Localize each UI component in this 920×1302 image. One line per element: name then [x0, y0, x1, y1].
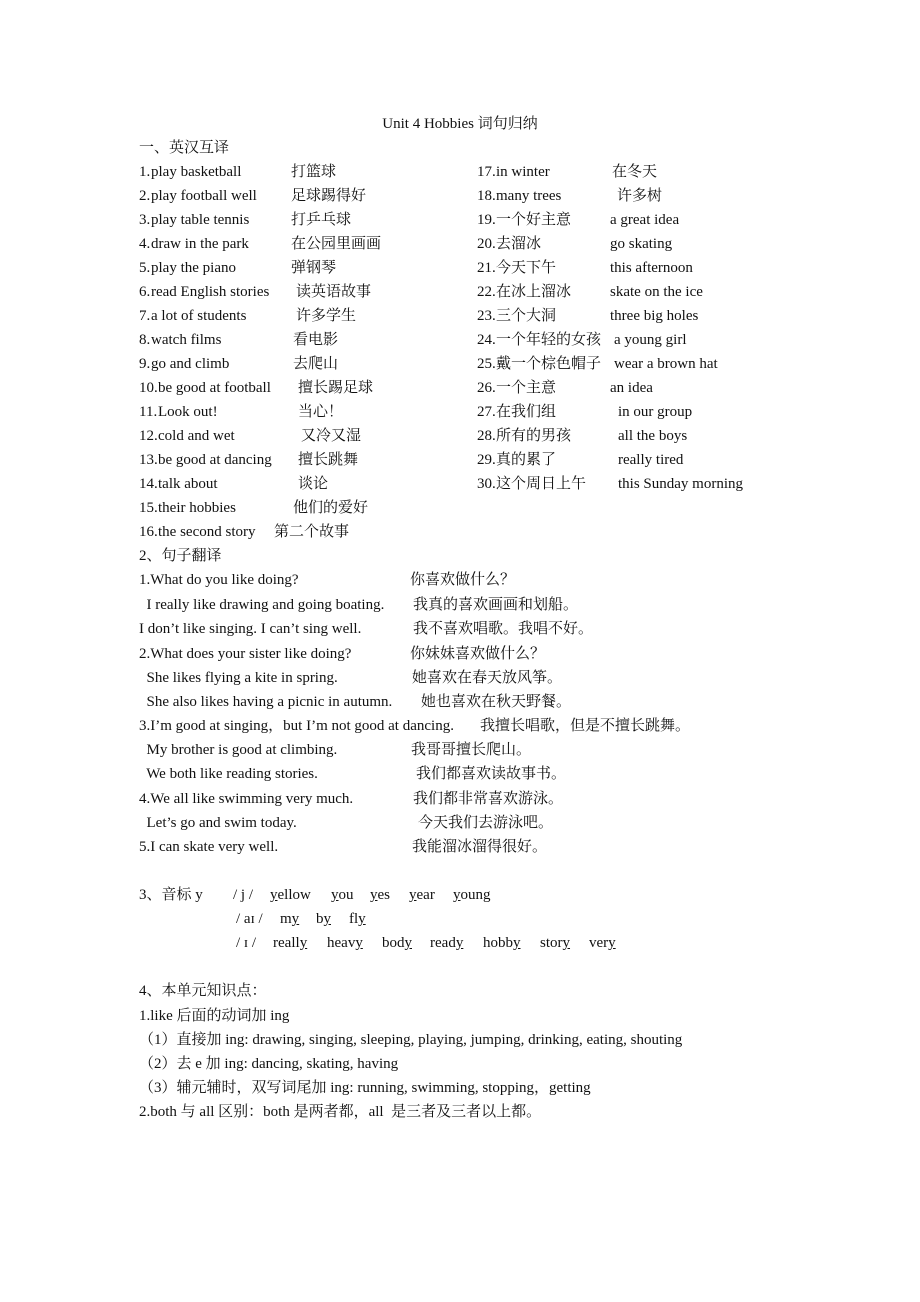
- vocab-zh: 去爬山: [293, 356, 339, 372]
- vocab-phrase: 一个主意: [496, 380, 557, 396]
- phonics-word: really: [273, 935, 308, 951]
- vocab-phrase: 今天下午: [496, 260, 557, 276]
- phonics-word: year: [409, 887, 435, 903]
- sentence-en: 2.What does your sister like doing?: [139, 646, 352, 662]
- vocab-en: play football well: [151, 188, 257, 204]
- vocab-phrase: 戴一个棕色帽子: [496, 356, 602, 372]
- vocab-phrase: 所有的男孩: [496, 428, 572, 444]
- vocab-translation: in our group: [618, 404, 693, 420]
- vocab-zh: 打篮球: [291, 164, 337, 180]
- vocab-num: 14.: [139, 476, 158, 492]
- sentence-en: We both like reading stories.: [139, 766, 318, 782]
- sentence-zh: 我真的喜欢画画和划船。: [413, 597, 579, 613]
- vocab-en: play table tennis: [151, 212, 250, 228]
- phonics-word: very: [589, 935, 616, 951]
- vocab-num: 28.: [477, 428, 496, 444]
- vocab-translation: 在冬天: [612, 164, 658, 180]
- vocab-translation: an idea: [610, 380, 653, 396]
- phonics-word: body: [382, 935, 412, 951]
- section4-heading: 4、本单元知识点：: [139, 983, 267, 999]
- vocab-num: 3.: [139, 212, 151, 228]
- vocab-zh: 擅长踢足球: [298, 380, 374, 396]
- sentence-zh: 我能溜冰溜得很好。: [412, 839, 548, 855]
- knowledge-line: （2）去 e 加 ing: dancing, skating, having: [139, 1056, 399, 1072]
- phonics-word: hobby: [483, 935, 521, 951]
- section1-heading: 一、英汉互译: [139, 140, 230, 156]
- sentence-en: 1.What do you like doing?: [139, 572, 299, 588]
- vocab-num: 30.: [477, 476, 496, 492]
- phonics-word: ready: [430, 935, 464, 951]
- sentence-en: She also likes having a picnic in autumn.: [139, 694, 393, 710]
- vocab-num: 4.: [139, 236, 151, 252]
- vocab-num: 22.: [477, 284, 496, 300]
- sentence-zh: 你喜欢做什么？: [410, 572, 516, 588]
- vocab-num: 21.: [477, 260, 496, 276]
- sentence-zh: 她喜欢在春天放风筝。: [412, 670, 563, 686]
- vocab-zh: 擅长跳舞: [298, 452, 359, 468]
- vocab-num: 9.: [139, 356, 151, 372]
- vocab-zh: 在公园里画画: [291, 236, 382, 252]
- vocab-translation: go skating: [610, 236, 673, 252]
- vocab-zh: 许多学生: [296, 308, 357, 324]
- vocab-num: 5.: [139, 260, 151, 276]
- vocab-num: 24.: [477, 332, 496, 348]
- vocab-phrase: 在冰上溜冰: [496, 284, 572, 300]
- vocab-zh: 打乒乓球: [291, 212, 352, 228]
- vocab-en: their hobbies: [158, 500, 236, 516]
- knowledge-line: （1）直接加 ing: drawing, singing, sleeping, playing, jumping, drinking, eating, shouting: [139, 1032, 683, 1048]
- sentence-zh: 我们都非常喜欢游泳。: [413, 791, 564, 807]
- phonics-word: you: [331, 887, 354, 903]
- vocab-num: 26.: [477, 380, 496, 396]
- vocab-zh: 当心！: [298, 404, 344, 420]
- sentence-en: 4.We all like swimming very much.: [139, 791, 354, 807]
- vocab-num: 19.: [477, 212, 496, 228]
- sentence-zh: 我擅长唱歌，但是不擅长跳舞。: [480, 718, 691, 734]
- phonics-word: by: [316, 911, 331, 927]
- vocab-en: draw in the park: [151, 236, 249, 252]
- vocab-phrase: 去溜冰: [496, 236, 542, 252]
- vocab-translation: this afternoon: [610, 260, 693, 276]
- knowledge-line: 2.both 与 all 区别：both 是两者都，all 是三者及三者以上都。: [139, 1104, 542, 1120]
- vocab-num: 6.: [139, 284, 151, 300]
- sentence-zh: 她也喜欢在秋天野餐。: [421, 694, 572, 710]
- phonics-word: young: [453, 887, 491, 903]
- vocab-phrase: 在我们组: [496, 404, 557, 420]
- vocab-zh: 弹钢琴: [291, 260, 337, 276]
- vocab-phrase: 一个好主意: [496, 212, 572, 228]
- vocab-num: 20.: [477, 236, 496, 252]
- phonics-word: yellow: [270, 887, 311, 903]
- vocab-translation: 许多树: [617, 188, 663, 204]
- vocab-num: 23.: [477, 308, 496, 324]
- sentence-zh: 我哥哥擅长爬山。: [411, 742, 532, 758]
- sentence-en: I really like drawing and going boating.: [139, 597, 385, 613]
- vocab-num: 16.: [139, 524, 158, 540]
- vocab-en: talk about: [158, 476, 218, 492]
- vocab-num: 8.: [139, 332, 151, 348]
- vocab-num: 10.: [139, 380, 158, 396]
- vocab-en: Look out!: [158, 404, 218, 420]
- vocab-en: watch films: [151, 332, 222, 348]
- page-title: Unit 4 Hobbies 词句归纳: [382, 116, 538, 132]
- vocab-zh: 又冷又湿: [301, 428, 362, 444]
- vocab-num: 2.: [139, 188, 151, 204]
- vocab-en: be good at dancing: [158, 452, 272, 468]
- section2-heading: 2、句子翻译: [139, 548, 222, 564]
- vocab-num: 18.: [477, 188, 496, 204]
- vocab-en: the second story: [158, 524, 256, 540]
- vocab-phrase: 三个大洞: [496, 308, 557, 324]
- phonics-word: heavy: [327, 935, 363, 951]
- phonics-word: fly: [349, 911, 366, 927]
- vocab-phrase: 一个年轻的女孩: [496, 332, 602, 348]
- vocab-en: a lot of students: [151, 308, 247, 324]
- vocab-num: 13.: [139, 452, 158, 468]
- vocab-zh: 谈论: [298, 476, 329, 492]
- vocab-zh: 第二个故事: [274, 524, 350, 540]
- vocab-translation: wear a brown hat: [614, 356, 718, 372]
- vocab-translation: a great idea: [610, 212, 680, 228]
- sentence-zh: 你妹妹喜欢做什么？: [410, 646, 546, 662]
- sentence-en: 5.I can skate very well.: [139, 839, 279, 855]
- vocab-num: 17.: [477, 164, 496, 180]
- vocab-zh: 看电影: [293, 332, 339, 348]
- vocab-num: 27.: [477, 404, 496, 420]
- vocab-en: play the piano: [151, 260, 236, 276]
- vocab-en: be good at football: [158, 380, 271, 396]
- vocab-phrase: many trees: [496, 188, 562, 204]
- vocab-translation: a young girl: [614, 332, 687, 348]
- sentence-en: My brother is good at climbing.: [139, 742, 338, 758]
- phonics-word: yes: [370, 887, 391, 903]
- vocab-en: play basketball: [151, 164, 242, 180]
- vocab-translation: this Sunday morning: [618, 476, 744, 492]
- sentence-zh: 今天我们去游泳吧。: [418, 815, 554, 831]
- knowledge-line: 1.like 后面的动词加 ing: [139, 1008, 290, 1024]
- knowledge-line: （3）辅元辅时，双写词尾加 ing: running, swimming, stopping，getting: [139, 1080, 591, 1096]
- sentence-en: Let’s go and swim today.: [139, 815, 297, 831]
- phonics-word: my: [280, 911, 300, 927]
- phonics-word: story: [540, 935, 571, 951]
- vocab-en: cold and wet: [158, 428, 235, 444]
- vocab-num: 25.: [477, 356, 496, 372]
- vocab-translation: skate on the ice: [610, 284, 703, 300]
- vocab-phrase: in winter: [496, 164, 550, 180]
- phonetic-symbol: / ɪ /: [236, 935, 257, 951]
- vocab-translation: really tired: [618, 452, 684, 468]
- vocab-num: 11.: [139, 404, 158, 420]
- vocab-phrase: 这个周日上午: [496, 476, 587, 492]
- vocab-en: go and climb: [151, 356, 230, 372]
- vocab-zh: 足球踢得好: [291, 188, 367, 204]
- phonetic-symbol: / j /: [233, 887, 254, 903]
- sentence-en: 3.I’m good at singing，but I’m not good at dancing.: [139, 718, 454, 734]
- sentence-zh: 我不喜欢唱歌。我唱不好。: [413, 621, 594, 637]
- vocab-num: 1.: [139, 164, 151, 180]
- vocab-phrase: 真的累了: [496, 452, 557, 468]
- vocab-zh: 他们的爱好: [293, 500, 369, 516]
- sentence-en: I don’t like singing. I can’t sing well.: [139, 621, 362, 637]
- section3-heading: 3、音标 y: [139, 887, 203, 903]
- vocab-num: 15.: [139, 500, 158, 516]
- vocab-en: read English stories: [151, 284, 270, 300]
- vocab-num: 29.: [477, 452, 496, 468]
- sentence-zh: 我们都喜欢读故事书。: [416, 766, 567, 782]
- phonetic-symbol: / aɪ /: [236, 911, 263, 927]
- vocab-zh: 读英语故事: [296, 284, 372, 300]
- sentence-en: She likes flying a kite in spring.: [139, 670, 338, 686]
- vocab-translation: all the boys: [618, 428, 688, 444]
- vocab-num: 12.: [139, 428, 158, 444]
- vocab-num: 7.: [139, 308, 151, 324]
- vocab-translation: three big holes: [610, 308, 699, 324]
